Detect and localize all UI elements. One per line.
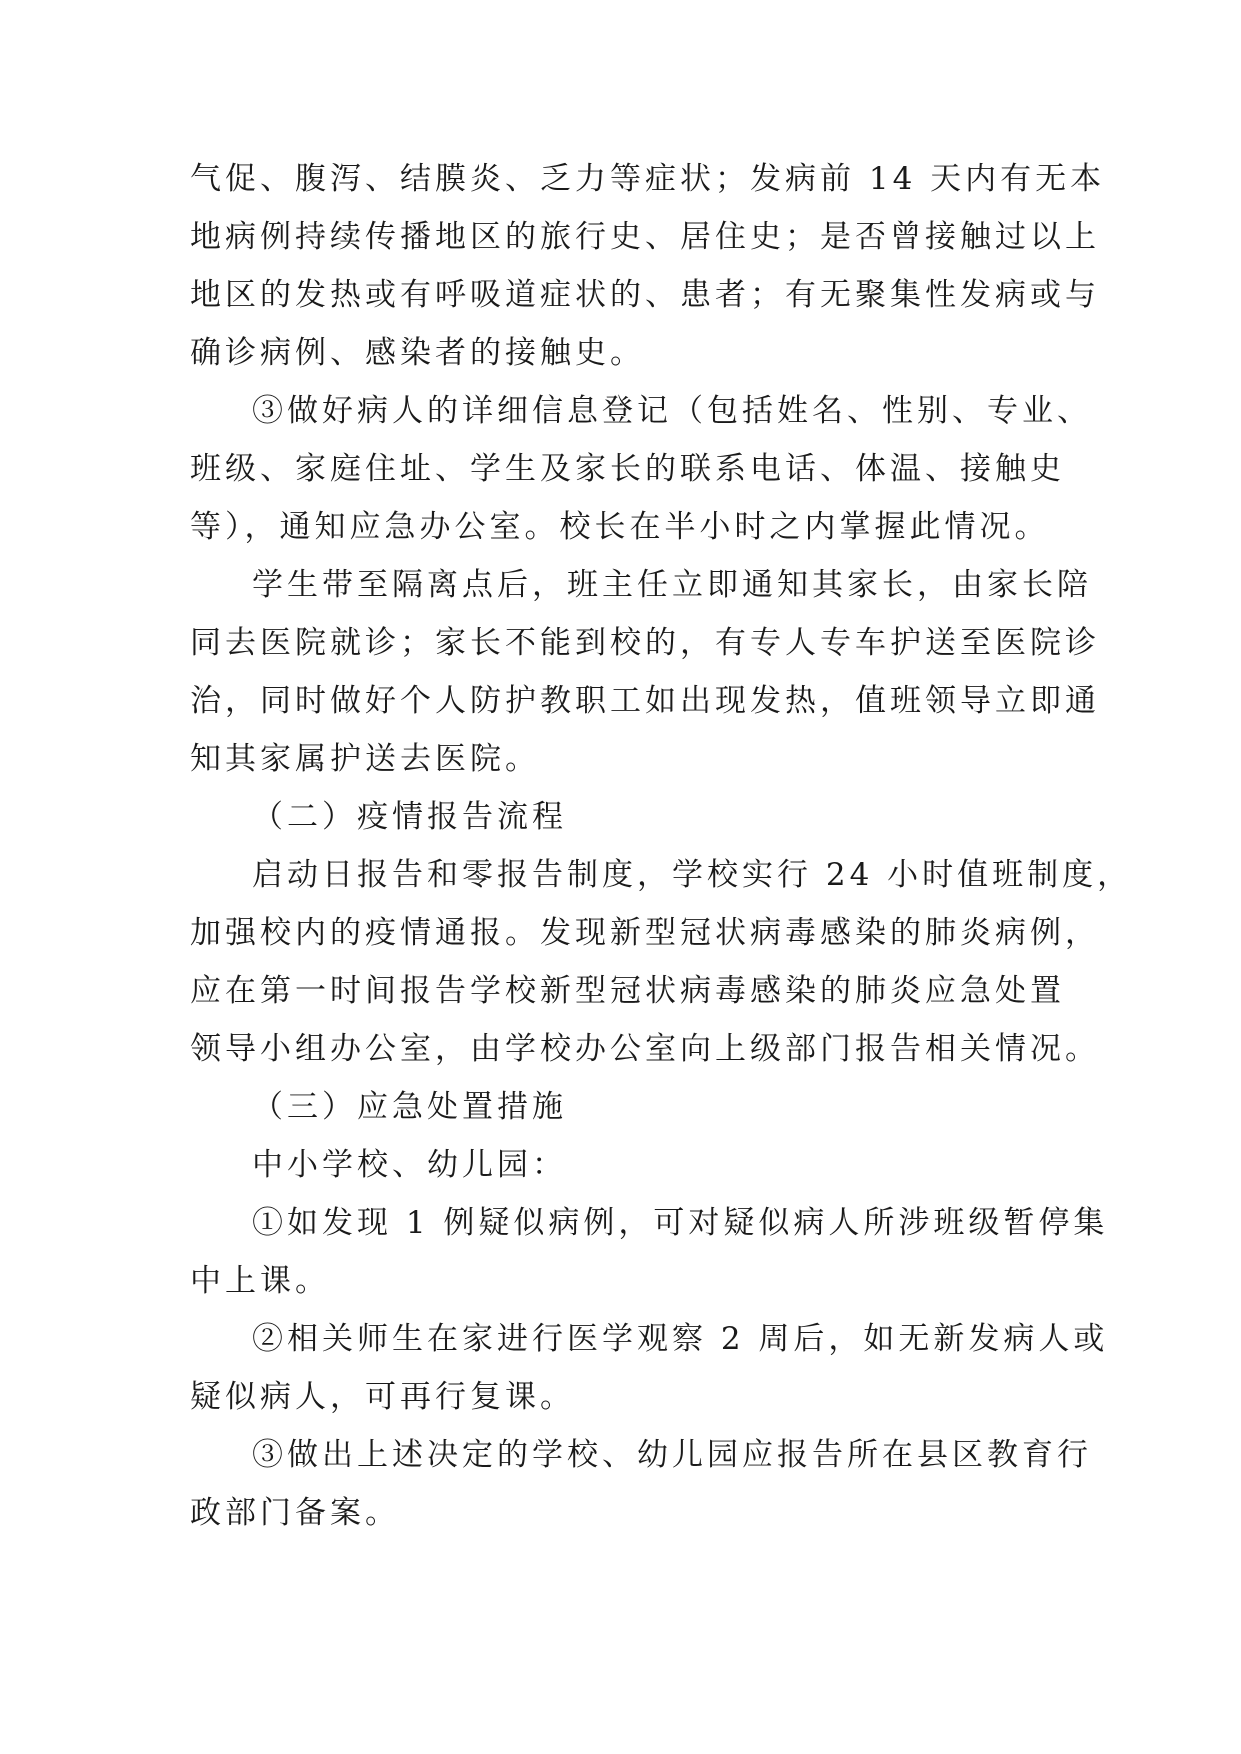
text-line: 应在第一时间报告学校新型冠状病毒感染的肺炎应急处置 [190,973,1065,1009]
text-line: 气促、腹泻、结膜炎、乏力等症状；发病前 14 天内有无本 [190,161,1106,197]
text-line: 等），通知应急办公室。校长在半小时之内掌握此情况。 [190,509,1050,545]
text-line: 领导小组办公室，由学校办公室向上级部门报告相关情况。 [190,1031,1100,1067]
text-line: 治，同时做好个人防护教职工如出现发热，值班领导立即通 [190,683,1100,719]
text-line: 地病例持续传播地区的旅行史、居住史；是否曾接触过以上 [190,219,1100,255]
paragraph-symptoms-history [190,150,1106,382]
paragraph-daily-report [190,846,1133,1078]
text-line: 确诊病例、感染者的接触史。 [190,335,645,371]
paragraph-measure-1 [190,1194,1109,1310]
text-line: 政部门备案。 [190,1495,400,1531]
text-line: 学生带至隔离点后，班主任立即通知其家长，由家长陪 [252,567,1092,603]
text-line: ③做好病人的详细信息登记（包括姓名、性别、专业、 [252,393,1092,429]
text-line: ③做出上述决定的学校、幼儿园应报告所在县区教育行 [252,1437,1092,1473]
text-line: 加强校内的疫情通报。发现新型冠状病毒感染的肺炎病例， [190,915,1100,951]
text-line: 中上课。 [190,1263,330,1299]
paragraph-patient-registration [190,382,1092,556]
text-line: 中小学校、幼儿园： [252,1147,567,1183]
section-heading: （三）应急处置措施 [252,1089,567,1125]
text-line: 启动日报告和零报告制度，学校实行 24 小时值班制度， [252,857,1133,893]
document-body [190,150,1133,1542]
text-line: ①如发现 1 例疑似病例，可对疑似病人所涉班级暂停集 [252,1205,1109,1241]
section-heading: （二）疫情报告流程 [252,799,567,835]
text-line: 知其家属护送去医院。 [190,741,540,777]
section-heading-report-process [190,788,1070,846]
paragraph-isolation-notify [190,556,1100,788]
text-line: ②相关师生在家进行医学观察 2 周后，如无新发病人或 [252,1321,1109,1357]
text-line: 地区的发热或有呼吸道症状的、患者；有无聚集性发病或与 [190,277,1100,313]
text-line: 班级、家庭住址、学生及家长的联系电话、体温、接触史 [190,451,1065,487]
paragraph-measure-3 [190,1426,1092,1542]
section-heading-emergency-measures [190,1078,1070,1136]
paragraph-measure-2 [190,1310,1109,1426]
paragraph-schools-kindergartens [190,1136,1070,1194]
text-line: 疑似病人，可再行复课。 [190,1379,575,1415]
text-line: 同去医院就诊；家长不能到校的，有专人专车护送至医院诊 [190,625,1100,661]
